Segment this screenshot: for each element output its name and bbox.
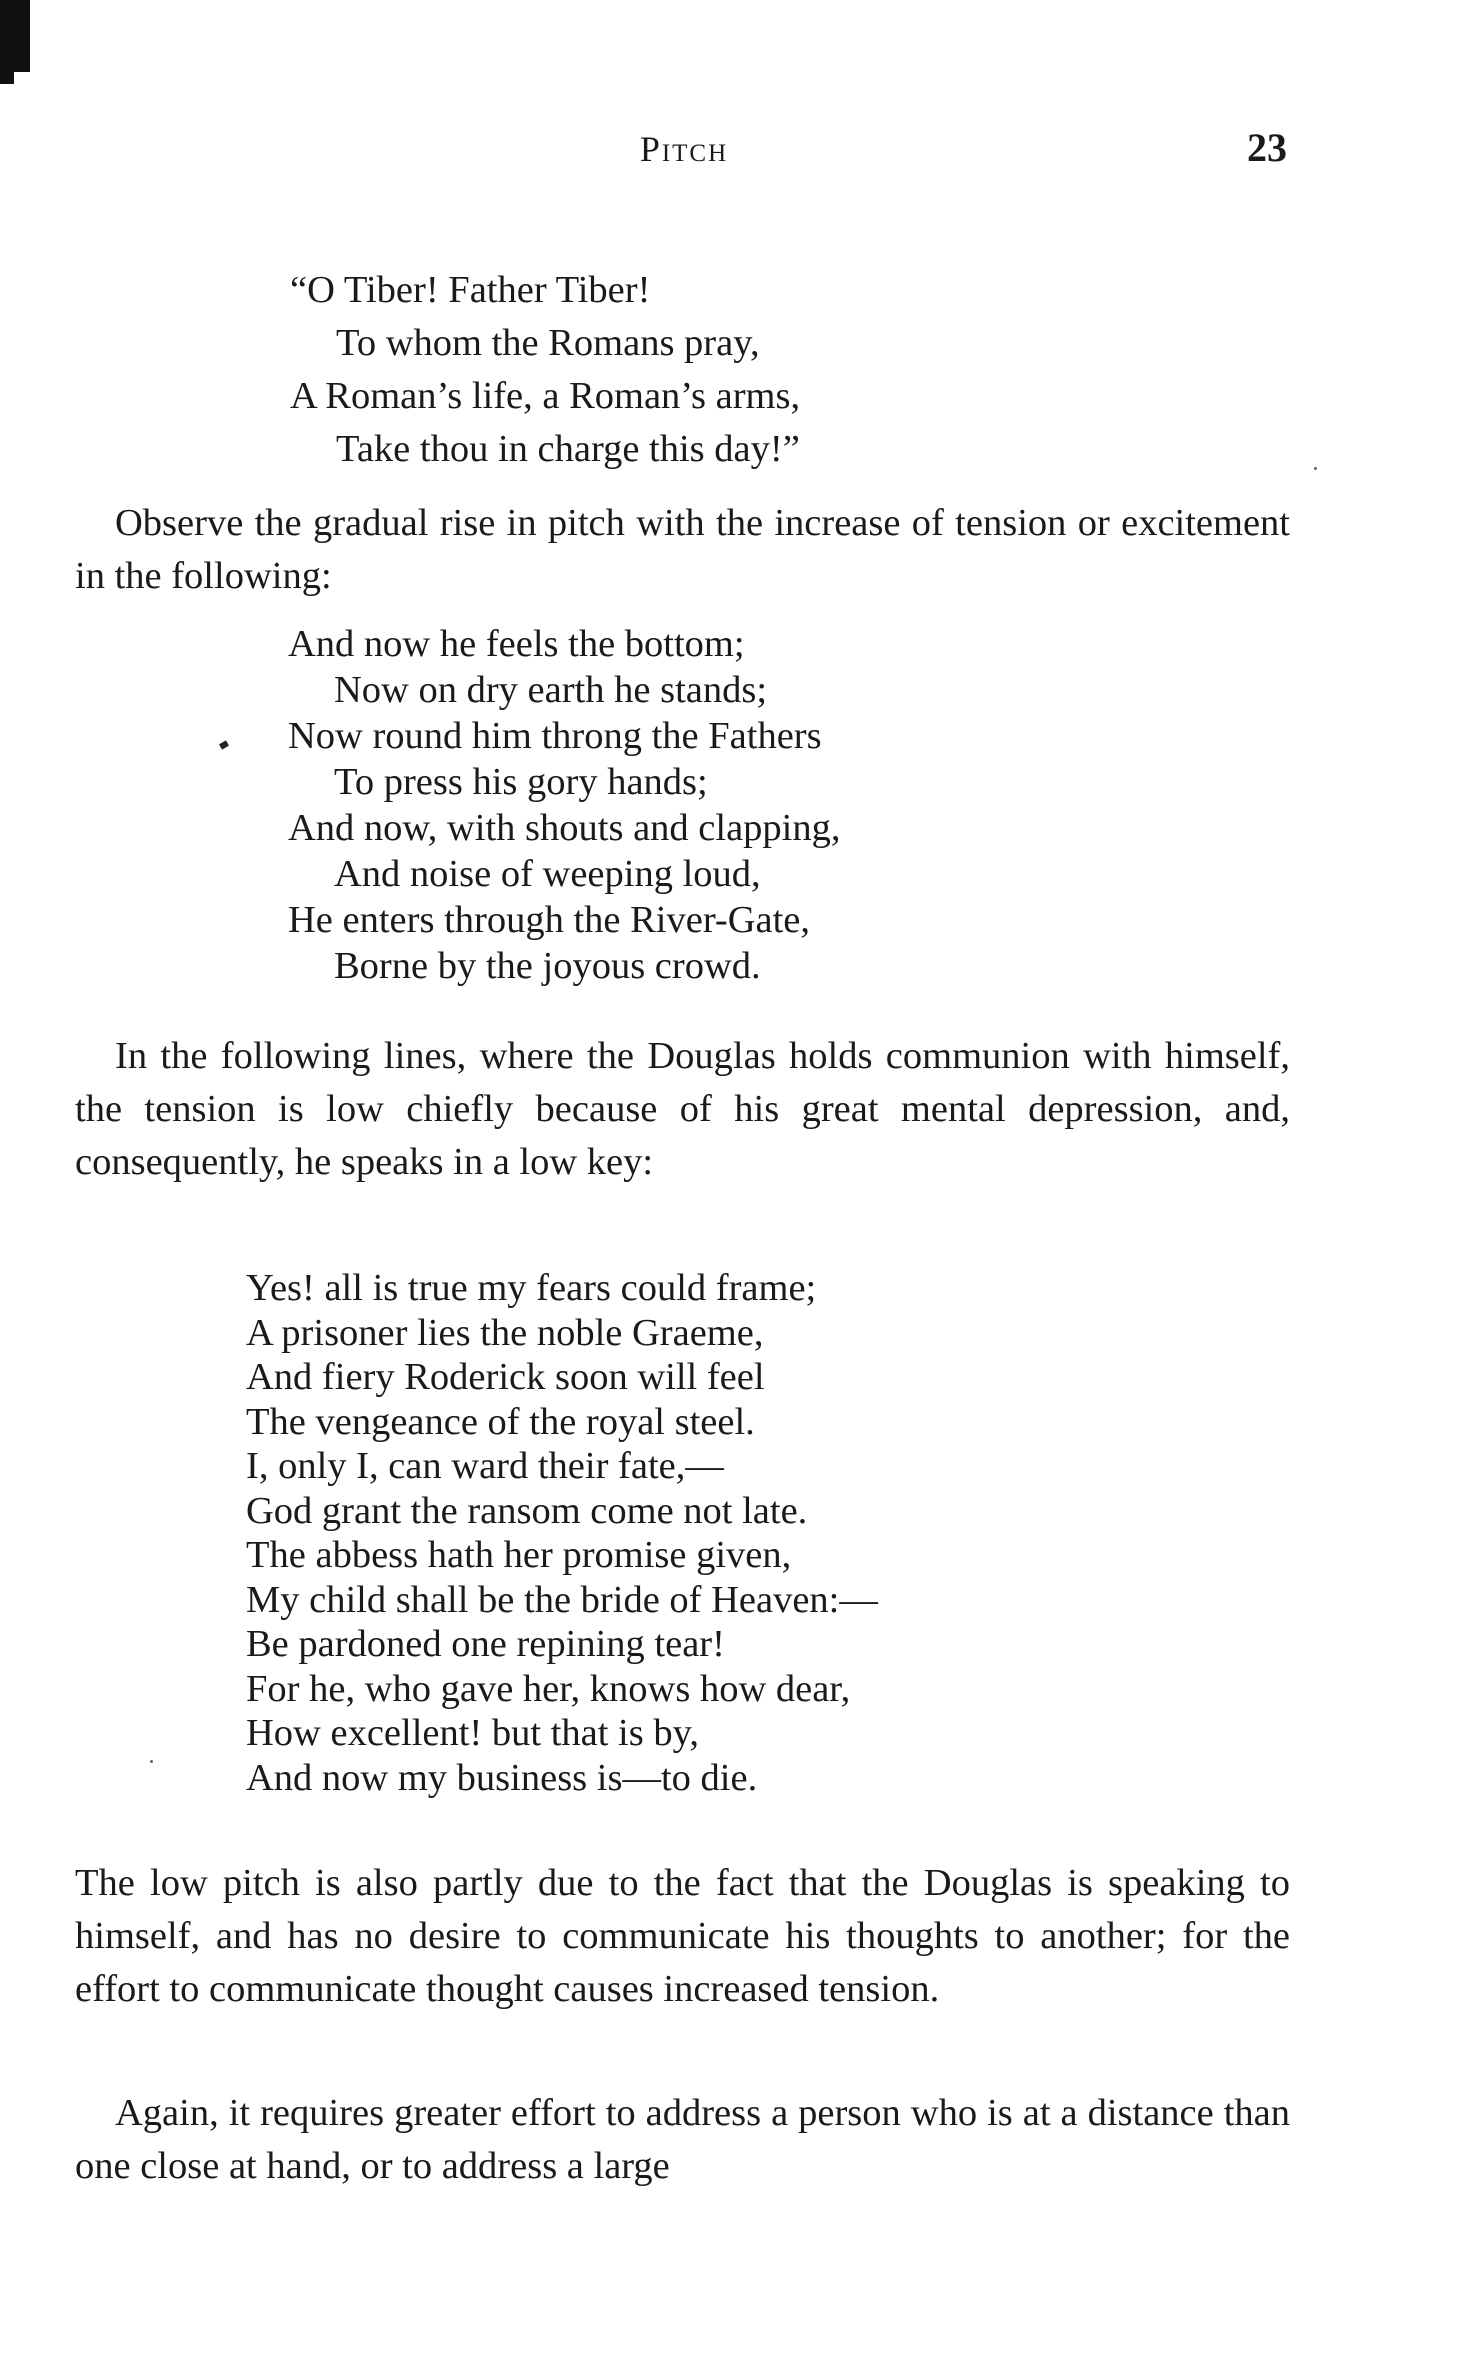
page-edge-mark bbox=[0, 0, 30, 72]
verse-line: I, only I, can ward their fate,— bbox=[246, 1445, 724, 1487]
verse-line: And now he feels the bottom; bbox=[288, 623, 745, 665]
paragraph-text: In the following lines, where the Douglas holds communion with himself, the tension is low chiefly because of his great mental depression, and, consequently, he speaks in a low key: bbox=[75, 1035, 1290, 1183]
print-speck bbox=[150, 1760, 153, 1763]
verse-line: How excellent! but that is by, bbox=[246, 1712, 699, 1754]
verse-line: And fiery Roderick soon will feel bbox=[246, 1356, 765, 1398]
paragraph-distance bbox=[75, 2087, 1290, 2193]
verse-line: And noise of weeping loud, bbox=[334, 853, 761, 895]
page-edge-mark-tail bbox=[0, 72, 14, 84]
verse-line: Now on dry earth he stands; bbox=[334, 669, 768, 711]
verse-line: Take thou in charge this day!” bbox=[336, 428, 800, 470]
print-speck bbox=[1314, 467, 1317, 470]
verse-tiber bbox=[290, 264, 800, 476]
verse-douglas bbox=[246, 1266, 878, 1800]
verse-line: God grant the ransom come not late. bbox=[246, 1489, 808, 1532]
paragraph-text: The low pitch is also partly due to the fact that the Douglas is speaking to himself, and has no desire to communicate his thoughts to another; for the effort to communicate thought causes increased tension. bbox=[75, 1862, 1290, 2010]
running-head bbox=[0, 125, 1477, 188]
verse-line: My child shall be the bride of Heaven:— bbox=[246, 1578, 878, 1621]
page-number: 23 bbox=[1247, 125, 1287, 170]
verse-line: And now, with shouts and clapping, bbox=[288, 807, 841, 849]
verse-line: The vengeance of the royal steel. bbox=[246, 1400, 755, 1443]
paragraph-rise-in-pitch bbox=[75, 497, 1290, 603]
verse-line: He enters through the River-Gate, bbox=[288, 899, 811, 941]
verse-line: Now round him throng the Fathers bbox=[288, 715, 822, 757]
verse-river-gate bbox=[288, 621, 841, 989]
verse-line: “O Tiber! Father Tiber! bbox=[290, 269, 651, 311]
verse-line: And now my business is—to die. bbox=[246, 1756, 758, 1799]
verse-line: Be pardoned one repining tear! bbox=[246, 1623, 725, 1665]
verse-line: The abbess hath her promise given, bbox=[246, 1534, 792, 1576]
paragraph-text: Observe the gradual rise in pitch with the increase of tension or excitement in the following: bbox=[75, 502, 1290, 597]
verse-line: A Roman’s life, a Roman’s arms, bbox=[290, 375, 801, 417]
verse-line: To whom the Romans pray, bbox=[336, 322, 760, 364]
chapter-title: Pitch bbox=[639, 129, 729, 169]
verse-line: A prisoner lies the noble Graeme, bbox=[246, 1311, 764, 1354]
print-mark bbox=[219, 740, 229, 749]
paragraph-low-pitch bbox=[75, 1857, 1290, 2016]
verse-line: For he, who gave her, knows how dear, bbox=[246, 1667, 851, 1710]
verse-line: Yes! all is true my fears could frame; bbox=[246, 1267, 817, 1309]
verse-line: Borne by the joyous crowd. bbox=[334, 945, 761, 987]
paragraph-text: Again, it requires greater effort to address a person who is at a distance than one close at hand, or to address a large bbox=[75, 2092, 1290, 2187]
paragraph-douglas-communion bbox=[75, 1030, 1290, 1189]
verse-line: To press his gory hands; bbox=[334, 761, 708, 803]
